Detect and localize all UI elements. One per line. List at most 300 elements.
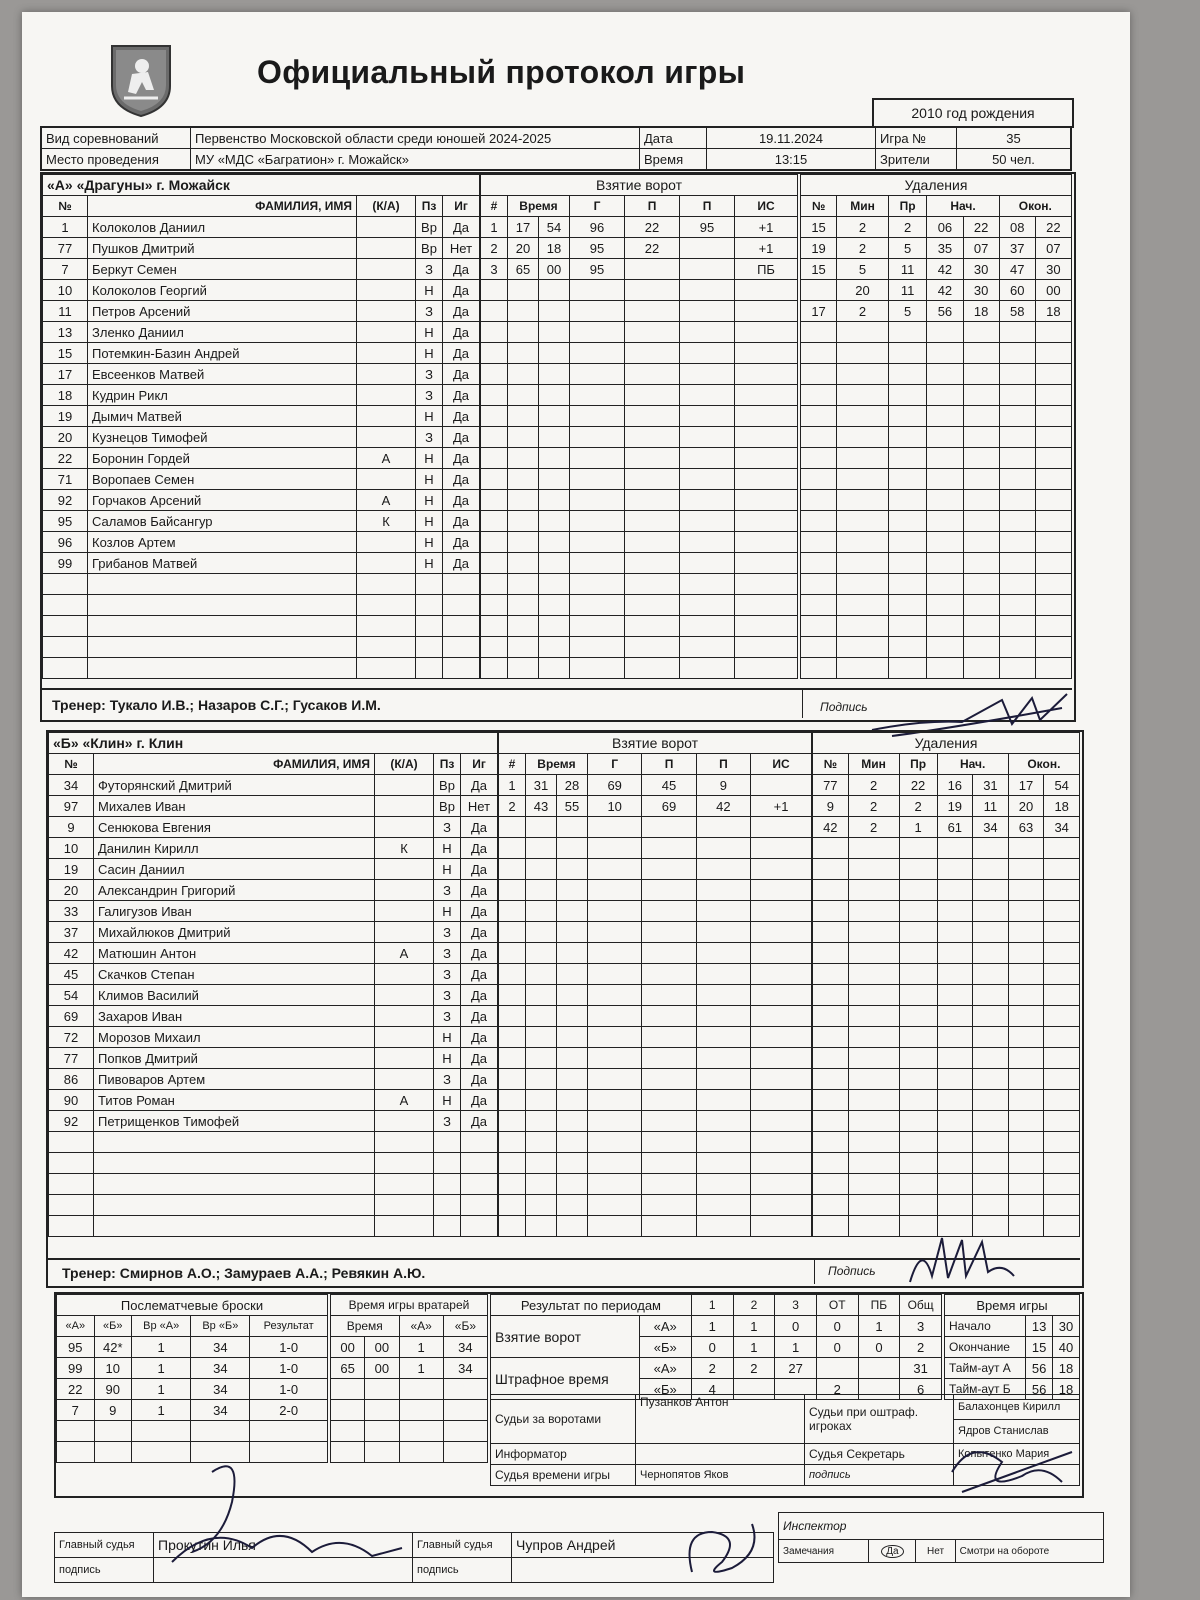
goal-scorer [570,301,625,322]
goal-assist-1 [642,964,696,985]
shootout-cell [250,1421,328,1442]
goals-b-value: 0 [858,1337,900,1358]
penalty-reason [888,532,926,553]
penalty-minutes: 2 [848,817,899,838]
penalty-player [813,1195,849,1216]
game-time-row [945,1358,1080,1379]
player-name: Александрин Григорий [94,880,375,901]
goal-number [481,385,508,406]
player-role [375,901,434,922]
player-row [43,532,480,553]
penalty-row [801,364,1072,385]
shootout-cell [191,1421,250,1442]
penalty-row [801,406,1072,427]
col-role: (К/А) [357,196,416,217]
team-name: «А» «Драгуны» г. Можайск [43,175,480,196]
goal-situation [751,775,812,796]
goal-row [481,448,798,469]
goal-scorer [570,343,625,364]
penalty-start-min [937,880,973,901]
goalie-a [399,1379,443,1400]
goal-minute [508,616,539,637]
penalty-player [813,1132,849,1153]
competition-value: Первенство Московской области среди юношей 2024-2025 [191,127,640,149]
penalty-reason [888,364,926,385]
player-role [375,985,434,1006]
goal-number [499,1090,526,1111]
player-role [357,259,416,280]
periods-header-row [491,1295,942,1316]
penalty-reason [899,1174,937,1195]
penalty-row [813,1195,1080,1216]
period-col: Общ [900,1295,942,1316]
player-role [375,1069,434,1090]
col-name: ФАМИЛИЯ, ИМЯ [88,196,357,217]
penalty-start-sec [973,901,1009,922]
player-number: 90 [49,1090,94,1111]
penalty-row [813,1006,1080,1027]
player-role [357,280,416,301]
penalty-end-sec [1035,616,1071,637]
goal-scorer [588,838,642,859]
player-role [357,364,416,385]
goal-situation [735,658,798,679]
goal-number: 2 [499,796,526,817]
goal-assist-2 [696,1048,750,1069]
goal-situation [735,511,798,532]
goal-second [557,1069,588,1090]
goal-minute [508,490,539,511]
informer-value [636,1444,805,1465]
player-role [357,469,416,490]
goal-minute [526,1111,557,1132]
goal-scorer [570,322,625,343]
goalie-second [365,1400,399,1421]
shootout-cell: 1 [132,1379,191,1400]
goal-row [481,427,798,448]
player-role: А [357,448,416,469]
penalty-reason [899,1048,937,1069]
goalie-b [443,1400,487,1421]
goalie-second: 00 [365,1337,399,1358]
goal-scorer [570,427,625,448]
penalty-reason [888,490,926,511]
goal-scorer [588,1111,642,1132]
goal-second [539,406,570,427]
penalty-player [813,964,849,985]
player-position: З [434,943,461,964]
player-number: 99 [43,553,88,574]
goal-assist-2 [680,490,735,511]
game-time-label: Тайм-аут Б [945,1379,1026,1400]
goal-scorer [588,859,642,880]
penalty-minutes [837,385,889,406]
penalty-row [813,1048,1080,1069]
goal-situation [735,406,798,427]
penalty-player: 17 [801,301,837,322]
goalie-b [443,1421,487,1442]
goal-assist-2 [680,616,735,637]
col-role: (К/А) [375,754,434,775]
penalty-reason [899,880,937,901]
penalty-reason [899,1069,937,1090]
goal-number [499,1048,526,1069]
shootout-cell [94,1421,131,1442]
goal-scorer [588,1048,642,1069]
shootout-cell: 1-0 [250,1337,328,1358]
penalty-row [801,637,1072,658]
penalties-title-row [813,733,1080,754]
penalty-start-min: 35 [927,238,963,259]
goal-second [557,1174,588,1195]
goal-assist-1 [625,301,680,322]
player-played: Да [461,1069,498,1090]
penalty-end-min: 60 [999,280,1035,301]
goal-number [481,490,508,511]
player-position [416,616,443,637]
goal-row [499,922,812,943]
goal-row [499,1153,812,1174]
penalty-minutes [848,838,899,859]
penalty-minutes [848,1174,899,1195]
goal-second [539,322,570,343]
goal-row [481,385,798,406]
goal-situation [751,838,812,859]
penalty-end-min [999,343,1035,364]
player-role [375,1174,434,1195]
penalty-end-sec [1035,553,1071,574]
goal-scorer [570,574,625,595]
player-row [43,658,480,679]
penalty-reason [888,406,926,427]
player-name: Пивоваров Артем [94,1069,375,1090]
game-time-label: Начало [945,1316,1026,1337]
goalie-minute [331,1442,365,1463]
goal-number [481,574,508,595]
game-time-minute: 56 [1026,1358,1053,1379]
goal-assist-2 [696,1027,750,1048]
penalty-start-min [927,490,963,511]
player-row [49,775,498,796]
goal-scorer [588,964,642,985]
goal-assist-2 [696,880,750,901]
goal-assist-2 [696,1090,750,1111]
col-played: Иг [443,196,480,217]
player-position [416,574,443,595]
goal-assist-1: 22 [625,217,680,238]
goal-minute [508,322,539,343]
goal-situation [735,322,798,343]
goal-scorer: 95 [570,259,625,280]
penalty-minutes-a-value: 2 [691,1358,733,1379]
goal-assist-1 [642,1090,696,1111]
goal-number [499,985,526,1006]
penalty-minutes: 2 [837,217,889,238]
penalty-reason [899,1216,937,1237]
team-a-goals [480,174,798,679]
goal-col-assist-2: П [680,196,735,217]
shootout-col: «Б» [94,1316,131,1337]
player-number: 96 [43,532,88,553]
goal-second [539,469,570,490]
remarks-label: Замечания [779,1540,869,1563]
goal-situation [735,637,798,658]
penalty-end-min [1008,1090,1044,1111]
goal-second [557,1048,588,1069]
goal-row [499,1090,812,1111]
game-time-row [945,1337,1080,1358]
goal-col-assist-1: П [625,196,680,217]
player-row [43,448,480,469]
chief-referees-table [54,1532,774,1583]
penalty-minutes [837,490,889,511]
goal-col-time: Время [508,196,570,217]
penalty-end-sec [1044,1195,1080,1216]
goalie-row [331,1421,488,1442]
player-number [49,1132,94,1153]
goal-second [539,595,570,616]
goalie-minute: 65 [331,1358,365,1379]
col-position: Пз [416,196,443,217]
player-row [49,1090,498,1111]
goalie-b: 34 [443,1337,487,1358]
player-played [443,574,480,595]
player-row [43,490,480,511]
periods-title: Результат по периодам [491,1295,692,1316]
penalty-start-sec [973,1153,1009,1174]
player-number: 69 [49,1006,94,1027]
goal-assist-2: 95 [680,217,735,238]
goal-row [481,553,798,574]
player-number: 92 [43,490,88,511]
goal-situation [751,1132,812,1153]
goal-scorer [588,943,642,964]
player-name: Саламов Байсангур [88,511,357,532]
timekeeper-value: Чернопятов Яков [636,1465,805,1486]
player-position: Н [416,532,443,553]
league-logo [106,38,176,118]
penalty-minutes [848,964,899,985]
goal-scorer: 95 [570,238,625,259]
penalty-start-min [927,595,963,616]
penalty-judges-value-2: Ядров Станислав [954,1419,1080,1444]
date-value: 19.11.2024 [707,127,876,149]
player-name [88,574,357,595]
penalty-reason [899,943,937,964]
goal-situation [751,1069,812,1090]
goal-second [557,922,588,943]
goal-row [499,1216,812,1237]
penalty-start-min: 56 [927,301,963,322]
player-row [49,880,498,901]
player-name: Козлов Артем [88,532,357,553]
goal-assist-1 [642,1216,696,1237]
goal-assist-1 [625,448,680,469]
player-position: Н [416,511,443,532]
penalty-start-sec [973,838,1009,859]
penalty-player [801,511,837,532]
goal-second [539,301,570,322]
penalty-row [801,343,1072,364]
goal-number [499,943,526,964]
goal-assist-1 [625,511,680,532]
goal-col-number: # [499,754,526,775]
goal-assist-2 [696,943,750,964]
goal-minute [508,532,539,553]
penalty-start-sec [973,1048,1009,1069]
game-time-label: Тайм-аут А [945,1358,1026,1379]
player-played: Нет [461,796,498,817]
penalty-end-sec [1044,901,1080,922]
penalty-reason [888,553,926,574]
player-position: Н [434,901,461,922]
goal-assist-2 [680,553,735,574]
penalty-start-min [937,1195,973,1216]
player-number: 37 [49,922,94,943]
goal-scorer [588,817,642,838]
penalty-row [801,217,1072,238]
goals-b-value: 1 [733,1337,775,1358]
goal-number [499,1216,526,1237]
penalty-end-sec [1044,943,1080,964]
shootout-row [57,1358,328,1379]
game-time-second: 18 [1053,1379,1080,1400]
goal-assist-2 [696,901,750,922]
goal-second [557,1132,588,1153]
penalty-minutes-a-value: 31 [900,1358,942,1379]
penalty-start-sec [963,385,999,406]
shootout-cell [132,1442,191,1463]
penalty-start-sec: 22 [963,217,999,238]
goal-minute: 17 [508,217,539,238]
player-number: 10 [49,838,94,859]
player-position [416,658,443,679]
goal-minute [526,901,557,922]
goal-second: 18 [539,238,570,259]
goal-assist-2 [680,238,735,259]
player-row [49,796,498,817]
player-row [43,322,480,343]
goal-assist-1 [642,901,696,922]
player-row [43,364,480,385]
player-number [43,658,88,679]
player-role [375,817,434,838]
pen-col-reason: Пр [888,196,926,217]
shootout-row [57,1400,328,1421]
goal-row [481,595,798,616]
goal-number [499,838,526,859]
penalty-minutes [848,985,899,1006]
penalty-row [813,1216,1080,1237]
game-time-label: Окончание [945,1337,1026,1358]
player-position: З [416,427,443,448]
goals-title-row [499,733,812,754]
pen-col-number: № [801,196,837,217]
goal-situation [735,490,798,511]
player-name: Скачков Степан [94,964,375,985]
penalty-player [801,385,837,406]
pen-col-reason: Пр [899,754,937,775]
penalty-reason [899,1090,937,1111]
header-row [43,196,480,217]
penalty-start-min [927,343,963,364]
goal-scorer [570,448,625,469]
goal-assist-1 [642,1006,696,1027]
player-position: З [434,1111,461,1132]
penalty-row [801,238,1072,259]
goal-assist-2 [696,1069,750,1090]
player-played: Да [461,1027,498,1048]
goal-row [499,1006,812,1027]
penalty-reason [899,1195,937,1216]
penalty-end-min [999,406,1035,427]
goal-number [481,595,508,616]
goal-scorer [588,1090,642,1111]
player-played: Да [461,943,498,964]
chief-1-label: Главный судья [55,1533,154,1558]
goal-row [499,775,812,796]
player-row [43,511,480,532]
goal-assist-1 [642,922,696,943]
goal-assist-1 [642,1069,696,1090]
goals-a-value: 1 [691,1316,733,1337]
penalty-judges-label: Судьи при оштраф. игроках [805,1395,954,1444]
goal-row [499,838,812,859]
penalty-end-sec [1035,532,1071,553]
team-a-coach: Тренер: Тукало И.В.; Назаров С.Г.; Гусаков И.М. [52,697,381,713]
player-played [461,1153,498,1174]
player-number: 95 [43,511,88,532]
team-a-roster [42,174,480,679]
periods-table [490,1294,942,1400]
goal-row [481,574,798,595]
penalty-end-sec [1044,1006,1080,1027]
goal-assist-1 [625,616,680,637]
goal-second [557,985,588,1006]
goals-a-value: 3 [900,1316,942,1337]
goal-second [557,1111,588,1132]
goal-assist-1 [625,574,680,595]
penalty-row [801,469,1072,490]
shootout-col: Результат [250,1316,328,1337]
goal-number [499,1006,526,1027]
birth-year-box [872,98,1074,128]
goal-situation: +1 [735,217,798,238]
penalty-minutes [848,943,899,964]
goal-assist-2 [696,1132,750,1153]
goal-row [499,901,812,922]
goal-minute [526,1006,557,1027]
shootout-cell: 95 [57,1337,95,1358]
chief-1-name: Прокутин Илья [154,1533,413,1558]
goal-situation [735,427,798,448]
player-number [43,595,88,616]
goal-assist-2 [696,985,750,1006]
goal-situation [735,553,798,574]
penalty-end-sec: 22 [1035,217,1071,238]
penalty-end-min [999,595,1035,616]
penalties-title-row [801,175,1072,196]
penalty-end-sec [1044,880,1080,901]
penalty-end-sec [1035,322,1071,343]
penalty-start-sec [963,448,999,469]
player-name: Пушков Дмитрий [88,238,357,259]
shootout-cell: 34 [191,1337,250,1358]
penalty-end-sec [1035,385,1071,406]
penalty-minutes [837,616,889,637]
goal-assist-2 [680,469,735,490]
goal-scorer [588,1069,642,1090]
